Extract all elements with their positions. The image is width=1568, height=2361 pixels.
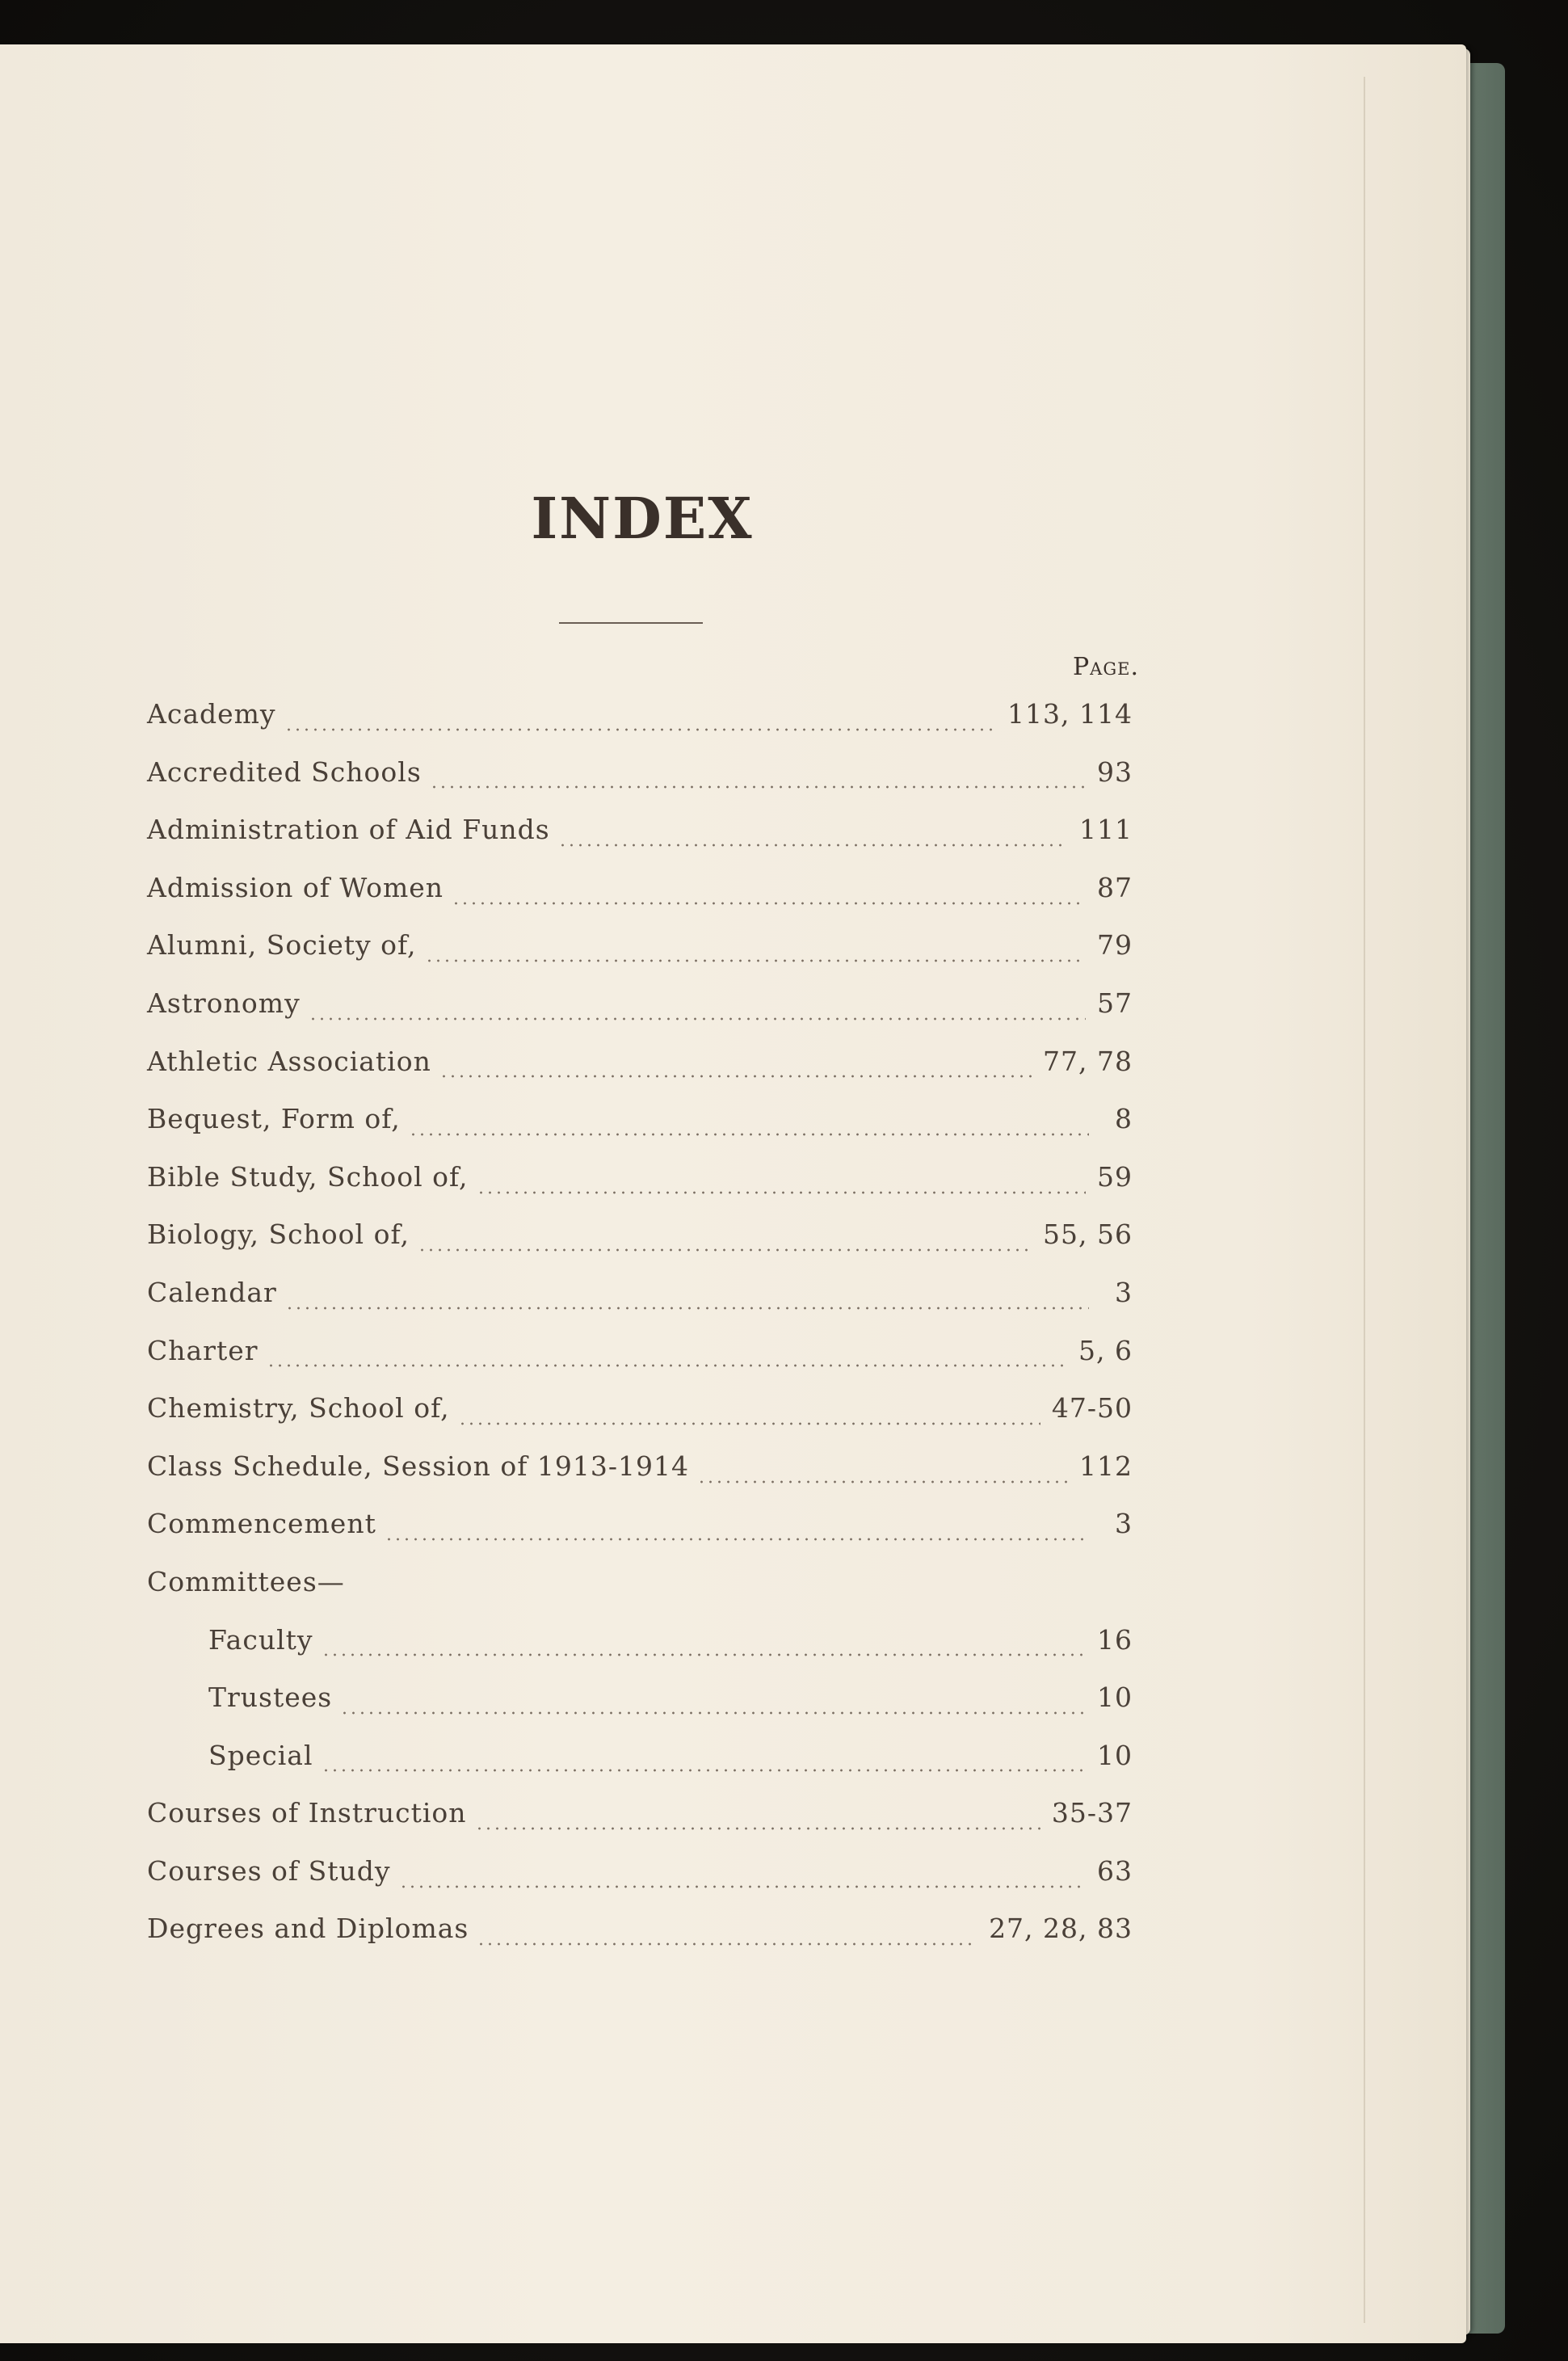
- entry-term: Class Schedule, Session of 1913-1914: [147, 1450, 690, 1482]
- entry-page-numbers: 10: [1097, 1739, 1133, 1771]
- entry-term: Accredited Schools: [147, 755, 422, 788]
- entry-page-numbers: 112: [1079, 1450, 1133, 1482]
- page-crease: [1364, 77, 1365, 2323]
- entry-term: Alumni, Society of,: [147, 929, 417, 962]
- entry-term: Administration of Aid Funds: [147, 814, 550, 846]
- entry-term: Committees—: [147, 1565, 345, 1597]
- entry-page-numbers: 5, 6: [1078, 1334, 1133, 1366]
- dot-leader: [475, 1826, 1040, 1831]
- index-entry: [147, 1333, 1133, 1391]
- index-entry: [147, 697, 1133, 755]
- index-entry: [147, 1101, 1133, 1159]
- index-entry: [147, 986, 1133, 1044]
- entry-page-numbers: 59: [1097, 1160, 1133, 1193]
- index-entry: [147, 1449, 1133, 1507]
- entry-term: Courses of Instruction: [147, 1797, 467, 1829]
- dot-leader: [477, 1942, 977, 1946]
- dot-leader: [309, 1016, 1086, 1021]
- entry-page-numbers: 10: [1097, 1681, 1133, 1714]
- dot-leader: [399, 1884, 1087, 1889]
- entry-page-numbers: 47-50: [1051, 1392, 1133, 1425]
- dot-leader: [340, 1711, 1086, 1715]
- dot-leader: [285, 1306, 1089, 1311]
- index-entry: [147, 755, 1133, 813]
- index-entry: [147, 1795, 1133, 1854]
- entry-term: Special: [208, 1739, 313, 1771]
- entry-page-numbers: 8: [1115, 1103, 1133, 1135]
- title-rule: [559, 622, 703, 624]
- entry-page-numbers: 3: [1115, 1508, 1133, 1540]
- page-column-heading: Page.: [1073, 653, 1139, 681]
- index-subentry: [147, 1680, 1133, 1738]
- index-entry: [147, 1911, 1133, 1969]
- entry-term: Charter: [147, 1334, 259, 1366]
- index-entry: [147, 1159, 1133, 1218]
- entry-page-numbers: 57: [1097, 987, 1133, 1019]
- entry-term: Academy: [147, 698, 276, 730]
- entry-term: Admission of Women: [147, 871, 444, 903]
- index-entry: [147, 928, 1133, 986]
- dot-leader: [425, 958, 1086, 963]
- entry-page-numbers: 16: [1097, 1623, 1133, 1656]
- index-subentry: [147, 1622, 1133, 1681]
- dot-leader: [418, 1248, 1032, 1252]
- entry-term: Bible Study, School of,: [147, 1160, 469, 1193]
- index-entry: [147, 1506, 1133, 1564]
- dot-leader: [267, 1363, 1067, 1368]
- dot-leader: [477, 1190, 1086, 1195]
- index-entry: [147, 1275, 1133, 1333]
- index-list: [147, 697, 1133, 1969]
- dot-leader: [385, 1537, 1089, 1542]
- dot-leader: [409, 1132, 1089, 1137]
- dot-leader: [458, 1421, 1040, 1426]
- entry-page-numbers: 55, 56: [1043, 1218, 1133, 1251]
- entry-term: Bequest, Form of,: [147, 1103, 401, 1135]
- index-entry: [147, 870, 1133, 928]
- index-entry: [147, 812, 1133, 870]
- entry-term: Courses of Study: [147, 1854, 391, 1887]
- dot-leader: [284, 727, 996, 732]
- entry-term: Calendar: [147, 1276, 277, 1308]
- dot-leader: [558, 843, 1068, 848]
- entry-term: Trustees: [208, 1681, 333, 1714]
- dot-leader: [439, 1074, 1032, 1079]
- entry-page-numbers: 27, 28, 83: [989, 1913, 1133, 1945]
- page-title: INDEX: [531, 485, 754, 552]
- index-entry: [147, 1564, 1133, 1622]
- entry-page-numbers: 113, 114: [1007, 698, 1133, 730]
- entry-page-numbers: 63: [1097, 1854, 1133, 1887]
- index-subentry: [147, 1738, 1133, 1796]
- entry-term: Chemistry, School of,: [147, 1392, 450, 1425]
- entry-term: Faculty: [208, 1623, 313, 1656]
- entry-page-numbers: 93: [1097, 755, 1133, 788]
- entry-page-numbers: 79: [1097, 929, 1133, 962]
- entry-term: Astronomy: [147, 987, 301, 1019]
- dot-leader: [322, 1652, 1086, 1657]
- dot-leader: [697, 1479, 1068, 1484]
- entry-page-numbers: 77, 78: [1043, 1045, 1133, 1077]
- entry-page-numbers: 3: [1115, 1276, 1133, 1308]
- entry-term: Athletic Association: [147, 1045, 431, 1077]
- index-entry: [147, 1217, 1133, 1275]
- index-entry: [147, 1391, 1133, 1449]
- entry-term: Commencement: [147, 1508, 376, 1540]
- entry-page-numbers: 35-37: [1051, 1797, 1133, 1829]
- dot-leader: [430, 785, 1086, 789]
- index-entry: [147, 1044, 1133, 1102]
- entry-page-numbers: 111: [1079, 814, 1133, 846]
- entry-term: Biology, School of,: [147, 1218, 410, 1251]
- entry-page-numbers: 87: [1097, 871, 1133, 903]
- entry-term: Degrees and Diplomas: [147, 1913, 469, 1945]
- dot-leader: [322, 1768, 1086, 1773]
- index-entry: [147, 1854, 1133, 1912]
- dot-leader: [452, 901, 1086, 906]
